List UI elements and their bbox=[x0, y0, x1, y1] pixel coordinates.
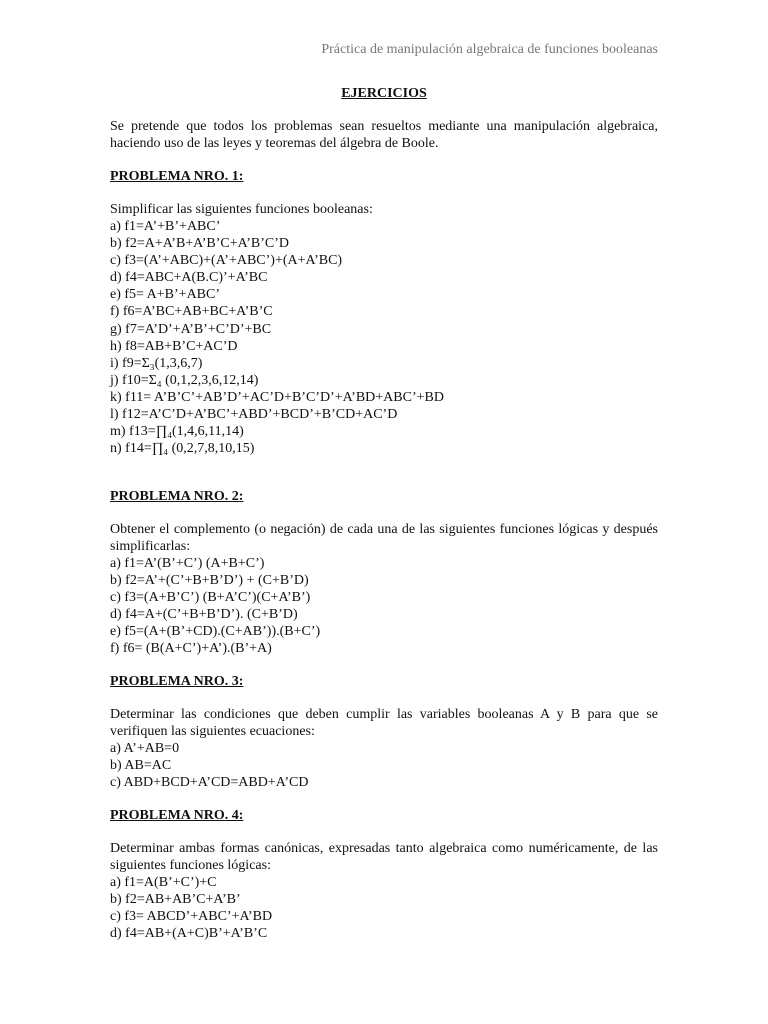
problem-heading: PROBLEMA NRO. 3: bbox=[110, 674, 244, 690]
exercise-item: c) f3= ABCD’+ABC’+A’BD bbox=[110, 909, 273, 925]
exercise-item: c) ABD+BCD+A’CD=ABD+A’CD bbox=[110, 775, 309, 791]
exercise-item: c) f3=(A’+ABC)+(A’+ABC’)+(A+A’BC) bbox=[110, 253, 343, 269]
running-header: Práctica de manipulación algebraica de funciones booleanas bbox=[321, 42, 658, 57]
problem-description: Determinar las condiciones que deben cumplir las variables booleanas A y B para que se verifiquen las siguientes ecuaciones: bbox=[110, 707, 658, 740]
document-title: EJERCICIOS bbox=[341, 86, 427, 101]
section-spacer bbox=[110, 457, 658, 472]
exercise-item: d) f4=AB+(A+C)B’+A’B’C bbox=[110, 926, 268, 942]
problem-1-section bbox=[110, 168, 658, 457]
exercise-item: b) f2=A’+(C’+B+B’D’) + (C+B’D) bbox=[110, 573, 309, 589]
exercise-item: a) f1=A(B’+C’)+C bbox=[110, 875, 217, 891]
exercise-item: n) f14=∏₄ (0,2,7,8,10,15) bbox=[110, 441, 255, 457]
exercise-item: a) f1=A’(B’+C’) (A+B+C’) bbox=[110, 556, 265, 572]
exercise-list bbox=[110, 874, 658, 942]
problem-4-section bbox=[110, 807, 658, 942]
exercise-item: h) f8=AB+B’C+AC’D bbox=[110, 338, 238, 354]
document-body bbox=[110, 85, 658, 942]
exercise-item: c) f3=(A+B’C’) (B+A’C’)(C+A’B’) bbox=[110, 590, 311, 606]
exercise-item: b) AB=AC bbox=[110, 758, 172, 774]
exercise-item: d) f4=A+(C’+B+B’D’). (C+B’D) bbox=[110, 607, 298, 623]
exercise-item: f) f6=A’BC+AB+BC+A’B’C bbox=[110, 304, 273, 320]
exercise-item: d) f4=ABC+A(B.C)’+A’BC bbox=[110, 270, 268, 286]
exercise-list bbox=[110, 555, 658, 657]
exercise-list bbox=[110, 218, 658, 457]
problem-description: Simplificar las siguientes funciones booleanas: bbox=[110, 202, 373, 217]
exercise-item: f) f6= (B(A+C’)+A’).(B’+A) bbox=[110, 641, 272, 657]
exercise-item: j) f10=Σ₄ (0,1,2,3,6,12,14) bbox=[110, 372, 259, 388]
exercise-item: l) f12=A’C’D+A’BC’+ABD’+BCD’+B’CD+AC’D bbox=[110, 407, 398, 423]
exercise-item: e) f5=(A+(B’+CD).(C+AB’)).(B+C’) bbox=[110, 624, 321, 640]
problem-heading: PROBLEMA NRO. 1: bbox=[110, 169, 244, 184]
exercise-item: g) f7=A’D’+A’B’+C’D’+BC bbox=[110, 321, 272, 337]
problem-description: Determinar ambas formas canónicas, expresadas tanto algebraica como numéricamente, de las siguientes funciones lógicas: bbox=[110, 841, 658, 874]
problem-3-section bbox=[110, 673, 658, 791]
intro-paragraph: Se pretende que todos los problemas sean resueltos mediante una manipulación algebraica, haciendo uso de las leyes y teoremas del álgebra de Boole. bbox=[110, 119, 658, 151]
exercise-item: b) f2=AB+AB’C+A’B’ bbox=[110, 892, 241, 908]
exercise-item: k) f11= A’B’C’+AB’D’+AC’D+B’C’D’+A’BD+ABC’+BD bbox=[110, 389, 444, 405]
exercise-item: i) f9=Σ₃(1,3,6,7) bbox=[110, 355, 203, 371]
problem-heading: PROBLEMA NRO. 2: bbox=[110, 489, 244, 505]
exercise-item: a) A’+AB=0 bbox=[110, 741, 180, 757]
problem-2-section bbox=[110, 488, 658, 657]
problem-heading: PROBLEMA NRO. 4: bbox=[110, 808, 244, 824]
exercise-item: b) f2=A+A’B+A’B’C+A’B’C’D bbox=[110, 236, 289, 252]
problem-description: Obtener el complemento (o negación) de cada una de las siguientes funciones lógicas y después simplificarlas: bbox=[110, 522, 658, 555]
exercise-item: a) f1=A’+B’+ABC’ bbox=[110, 219, 221, 234]
exercise-item: e) f5= A+B’+ABC’ bbox=[110, 287, 221, 303]
exercise-list bbox=[110, 740, 658, 791]
exercise-item: m) f13=∏₄(1,4,6,11,14) bbox=[110, 424, 244, 440]
